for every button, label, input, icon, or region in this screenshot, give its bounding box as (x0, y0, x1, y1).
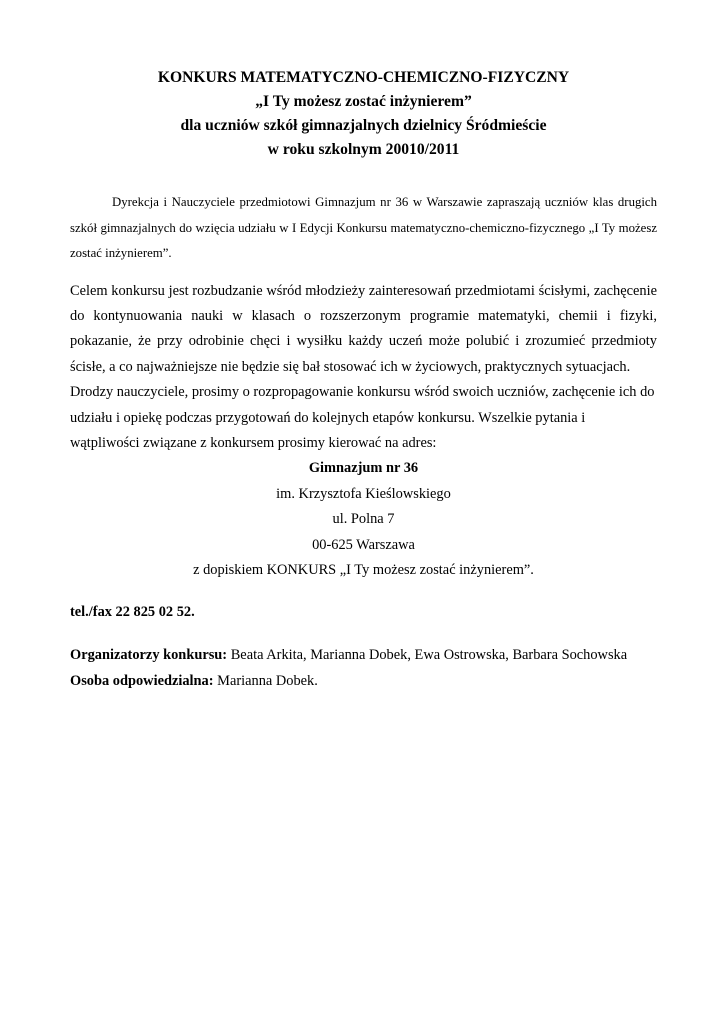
goal-paragraph: Celem konkursu jest rozbudzanie wśród młodzieży zainteresowań przedmiotami ścisłymi, zachęcenie do kontynuowania nauki w klasach o rozszerzonym programie matematyki, chemii i fizyki, pokazanie, że przy odrobinie chęci i wysiłku każdy uczeń może polubić i zrozumieć przedmioty ścisłe, a co najważniejsze nie będzie się bał stosować ich w życiowych, praktycznych sytuacjach. (70, 282, 657, 375)
responsible-label: Osoba odpowiedzialna: (70, 672, 214, 689)
invitation-paragraph: Drodzy nauczyciele, prosimy o rozpropagowanie konkursu wśród swoich uczniów, zachęcenie ich do udziału i opiekę podczas przygotowań do kolejnych etapów konkursu. Wszelkie pytania i wątpliwości związane z konkursem prosimy kierować na adres: (70, 384, 655, 451)
address-city: 00-625 Warszawa (312, 536, 415, 553)
title-line-2: „I Ty możesz zostać inżynierem” (255, 93, 472, 110)
title-line-3: dla uczniów szkół gimnazjalnych dzielnicy Śródmieście (180, 117, 547, 134)
title-line-4: w roku szkolnym 20010/2011 (267, 141, 460, 158)
intro-text: Dyrekcja i Nauczyciele przedmiotowi Gimnazjum nr 36 w Warszawie zapraszają uczniów klas drugich szkół gimnazjalnych do wzięcia udziału w I Edycji Konkursu matematyczno-chemiczno-fizycznego „I Ty możesz zostać inżynierem”. (70, 195, 657, 260)
body-text (70, 279, 657, 457)
title-line-1: KONKURS MATEMATYCZNO-CHEMICZNO-FIZYCZNY (157, 69, 570, 86)
contacts-block (70, 643, 657, 694)
intro-paragraph (70, 190, 657, 267)
address-street: ul. Polna 7 (332, 511, 395, 528)
responsible-value: Marianna Dobek. (213, 672, 318, 689)
responsible-line (70, 669, 657, 694)
address-patron: im. Krzysztofa Kieślowskiego (276, 485, 451, 502)
address-block (70, 456, 657, 583)
address-school-name: Gimnazjum nr 36 (308, 460, 419, 477)
phone-fax: tel./fax 22 825 02 52. (70, 604, 195, 621)
organizers-label: Organizatorzy konkursu: (70, 647, 228, 664)
document-title (70, 66, 657, 162)
organizers-line (70, 643, 657, 668)
address-note: z dopiskiem KONKURS „I Ty możesz zostać inżynierem”. (193, 561, 534, 578)
organizers-value: Beata Arkita, Marianna Dobek, Ewa Ostrowska, Barbara Sochowska (227, 647, 628, 664)
